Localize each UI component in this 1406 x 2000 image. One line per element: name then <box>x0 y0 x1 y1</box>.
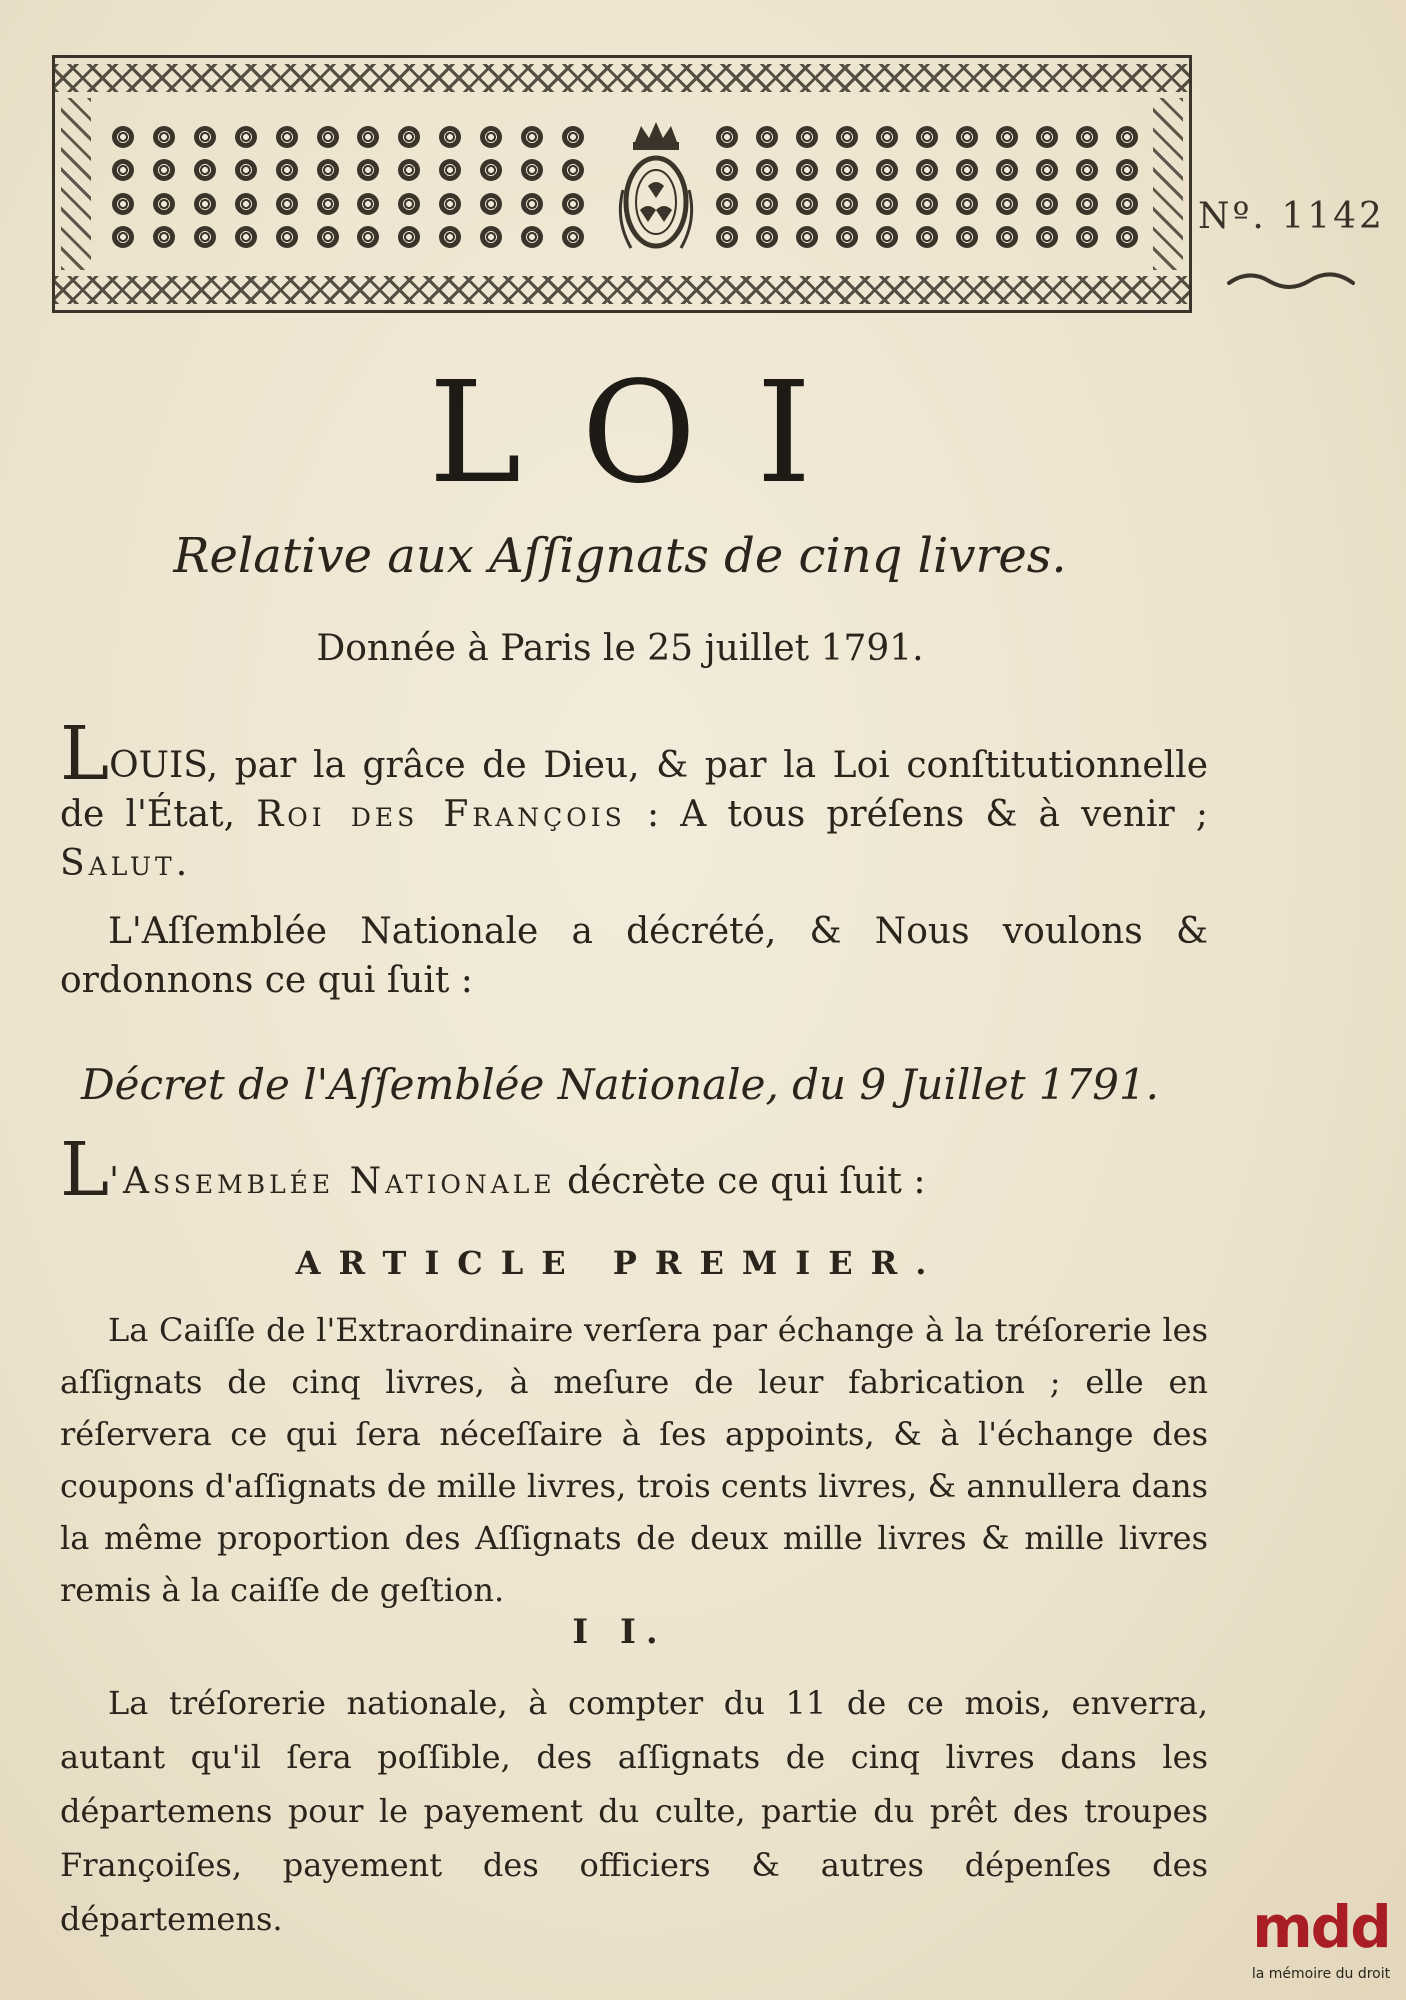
ornament-flower-icon <box>756 126 778 148</box>
ornament-flower-icon <box>480 193 502 215</box>
ornament-flower-icon <box>439 126 461 148</box>
ornament-flower-icon <box>796 159 818 181</box>
ornament-flower-icon <box>996 193 1018 215</box>
salut-word: Salut. <box>60 843 192 884</box>
ornament-flower-icon <box>480 126 502 148</box>
royal-crest-icon <box>615 120 697 260</box>
preamble-middle: : A tous préſens & à venir ; <box>625 794 1209 835</box>
article-2-heading: I I. <box>572 1612 668 1652</box>
ornament-flower-icon <box>194 226 216 248</box>
ornament-flower-icon <box>276 159 298 181</box>
ornament-flower-icon <box>876 126 898 148</box>
ornament-flower-icon <box>521 193 543 215</box>
ornament-flower-grid-left <box>103 120 593 254</box>
ornament-flower-icon <box>112 193 134 215</box>
ornament-flower-icon <box>562 126 584 148</box>
ornament-flower-icon <box>1076 226 1098 248</box>
ornament-flower-icon <box>398 126 420 148</box>
ornament-flower-icon <box>956 226 978 248</box>
ornament-flower-icon <box>194 159 216 181</box>
ornament-flower-icon <box>235 159 257 181</box>
ornament-flower-icon <box>153 159 175 181</box>
ornament-flower-icon <box>1036 193 1058 215</box>
ornament-flower-icon <box>439 193 461 215</box>
ornament-flower-icon <box>480 226 502 248</box>
ornament-flower-icon <box>357 193 379 215</box>
ornament-flower-icon <box>1076 193 1098 215</box>
ornament-flower-icon <box>756 226 778 248</box>
ornament-flower-icon <box>439 226 461 248</box>
ornament-flower-icon <box>480 159 502 181</box>
preamble-paragraph <box>60 711 1209 888</box>
ornament-flower-icon <box>398 159 420 181</box>
ornament-flower-icon <box>521 159 543 181</box>
ornament-flower-icon <box>1036 126 1058 148</box>
ornament-flower-icon <box>916 126 938 148</box>
ornament-flower-icon <box>956 193 978 215</box>
ornament-flower-icon <box>562 193 584 215</box>
page-title: LOI <box>428 352 872 515</box>
ornament-flower-icon <box>836 159 858 181</box>
article-1-heading: ARTICLE PREMIER. <box>295 1244 945 1282</box>
ornament-flower-icon <box>276 126 298 148</box>
ornament-flower-icon <box>153 193 175 215</box>
ornament-flower-icon <box>1116 159 1138 181</box>
ornament-flower-icon <box>996 159 1018 181</box>
subtitle: Relative aux Aſſignats de cinq livres. <box>173 528 1067 584</box>
ornament-flower-icon <box>836 193 858 215</box>
ornament-flower-icon <box>716 226 738 248</box>
ornament-flower-icon <box>836 226 858 248</box>
ornament-top-border <box>55 64 1189 92</box>
ornament-flower-icon <box>916 226 938 248</box>
ornament-flower-icon <box>796 193 818 215</box>
ornament-left-border <box>61 98 91 270</box>
ornament-flower-icon <box>521 226 543 248</box>
ornament-flower-icon <box>796 226 818 248</box>
ornament-flower-icon <box>716 159 738 181</box>
ornament-right-border <box>1153 98 1183 270</box>
ornament-flower-icon <box>439 159 461 181</box>
ornament-flower-icon <box>357 226 379 248</box>
ornament-bottom-border <box>55 276 1189 304</box>
ornament-flower-icon <box>562 159 584 181</box>
ornament-flower-icon <box>235 126 257 148</box>
ornament-flower-icon <box>194 193 216 215</box>
ornament-flower-icon <box>276 193 298 215</box>
assembly-name: 'Assemblée Nationale <box>109 1161 556 1202</box>
ornament-flower-icon <box>357 159 379 181</box>
ornament-flower-icon <box>153 126 175 148</box>
ornament-flower-icon <box>716 126 738 148</box>
ornament-flower-icon <box>521 126 543 148</box>
ornament-flower-icon <box>1116 193 1138 215</box>
ornament-flower-icon <box>756 193 778 215</box>
decree-intro <box>60 1127 1208 1213</box>
ornament-flower-icon <box>357 126 379 148</box>
ornament-flower-icon <box>916 193 938 215</box>
ornament-flower-icon <box>317 226 339 248</box>
logo-mark: mdd <box>1252 1893 1390 1961</box>
ornament-flower-icon <box>1036 159 1058 181</box>
ornament-flower-icon <box>276 226 298 248</box>
article-2-text: La tréſorerie nationale, à compter du 11 de ce mois, enverra, autant qu'il ſera poſſible, des aſſignats de cinq livres dans les départemens pour le payement du culte, partie du prêt des troupes Françoiſes, payement des officiers & autres dépenſes des départemens. <box>60 1684 1208 1938</box>
ornament-flower-icon <box>194 126 216 148</box>
document-number: Nº. 1142 <box>1198 196 1385 237</box>
ornament-flower-icon <box>317 159 339 181</box>
ornament-flower-icon <box>317 126 339 148</box>
ornament-flower-icon <box>996 226 1018 248</box>
article-1-text: La Caiſſe de l'Extraordinaire verſera par échange à la tréſorerie les aſſignats de cinq livres, à meſure de leur fabrication ; elle en réſervera ce qui ſera néceſſaire à ſes appoints, & à l'échange des coupons d'aſſignats de mille livres, trois cents livres, & annullera dans la même proportion des Aſſignats de deux mille livres & mille livres remis à la caiſſe de geſtion. <box>60 1311 1208 1609</box>
ornament-flower-icon <box>916 159 938 181</box>
ornament-flower-icon <box>112 159 134 181</box>
ornament-flower-icon <box>996 126 1018 148</box>
ornament-flower-icon <box>836 126 858 148</box>
dateline: Donnée à Paris le 25 juillet 1791. <box>316 628 924 669</box>
ornament-flower-grid-right <box>707 120 1147 254</box>
enacting-clause: L'Aſſemblée Nationale a décrété, & Nous voulons & ordonnons ce qui ſuit : <box>60 911 1208 1001</box>
ornament-flower-icon <box>876 193 898 215</box>
ornament-flower-icon <box>153 226 175 248</box>
ornament-flower-icon <box>562 226 584 248</box>
dropcap: L <box>60 711 110 797</box>
ornament-flower-icon <box>398 226 420 248</box>
decree-title: Décret de l'Aſſemblée Nationale, du 9 Juillet 1791. <box>80 1060 1160 1109</box>
preamble-text: OUIS, par la grâce de Dieu, & par la Loi conſtitutionnelle de l'État, <box>60 745 1208 835</box>
ornament-flower-icon <box>1116 126 1138 148</box>
ornament-flower-icon <box>756 159 778 181</box>
ornament-flower-icon <box>1076 126 1098 148</box>
publisher-logo <box>1246 1892 1396 1992</box>
ornamental-header-band <box>52 55 1192 313</box>
swash-flourish-icon <box>1225 265 1375 295</box>
ornament-flower-icon <box>956 159 978 181</box>
ornament-flower-icon <box>317 193 339 215</box>
ornament-flower-icon <box>956 126 978 148</box>
ornament-flower-icon <box>1116 226 1138 248</box>
decree-intro-text: décrète ce qui ſuit : <box>555 1161 926 1202</box>
ornament-flower-icon <box>398 193 420 215</box>
ornament-flower-icon <box>876 159 898 181</box>
ornament-flower-icon <box>112 126 134 148</box>
ornament-flower-icon <box>716 193 738 215</box>
ornament-flower-icon <box>796 126 818 148</box>
ornament-flower-icon <box>1076 159 1098 181</box>
ornament-flower-icon <box>1036 226 1058 248</box>
king-title: Roi des François <box>256 794 626 835</box>
dropcap: L <box>60 1127 110 1213</box>
ornament-flower-icon <box>235 226 257 248</box>
ornament-flower-icon <box>112 226 134 248</box>
ornament-flower-icon <box>876 226 898 248</box>
ornament-flower-icon <box>235 193 257 215</box>
logo-caption: la mémoire du droit <box>1251 1966 1391 1982</box>
